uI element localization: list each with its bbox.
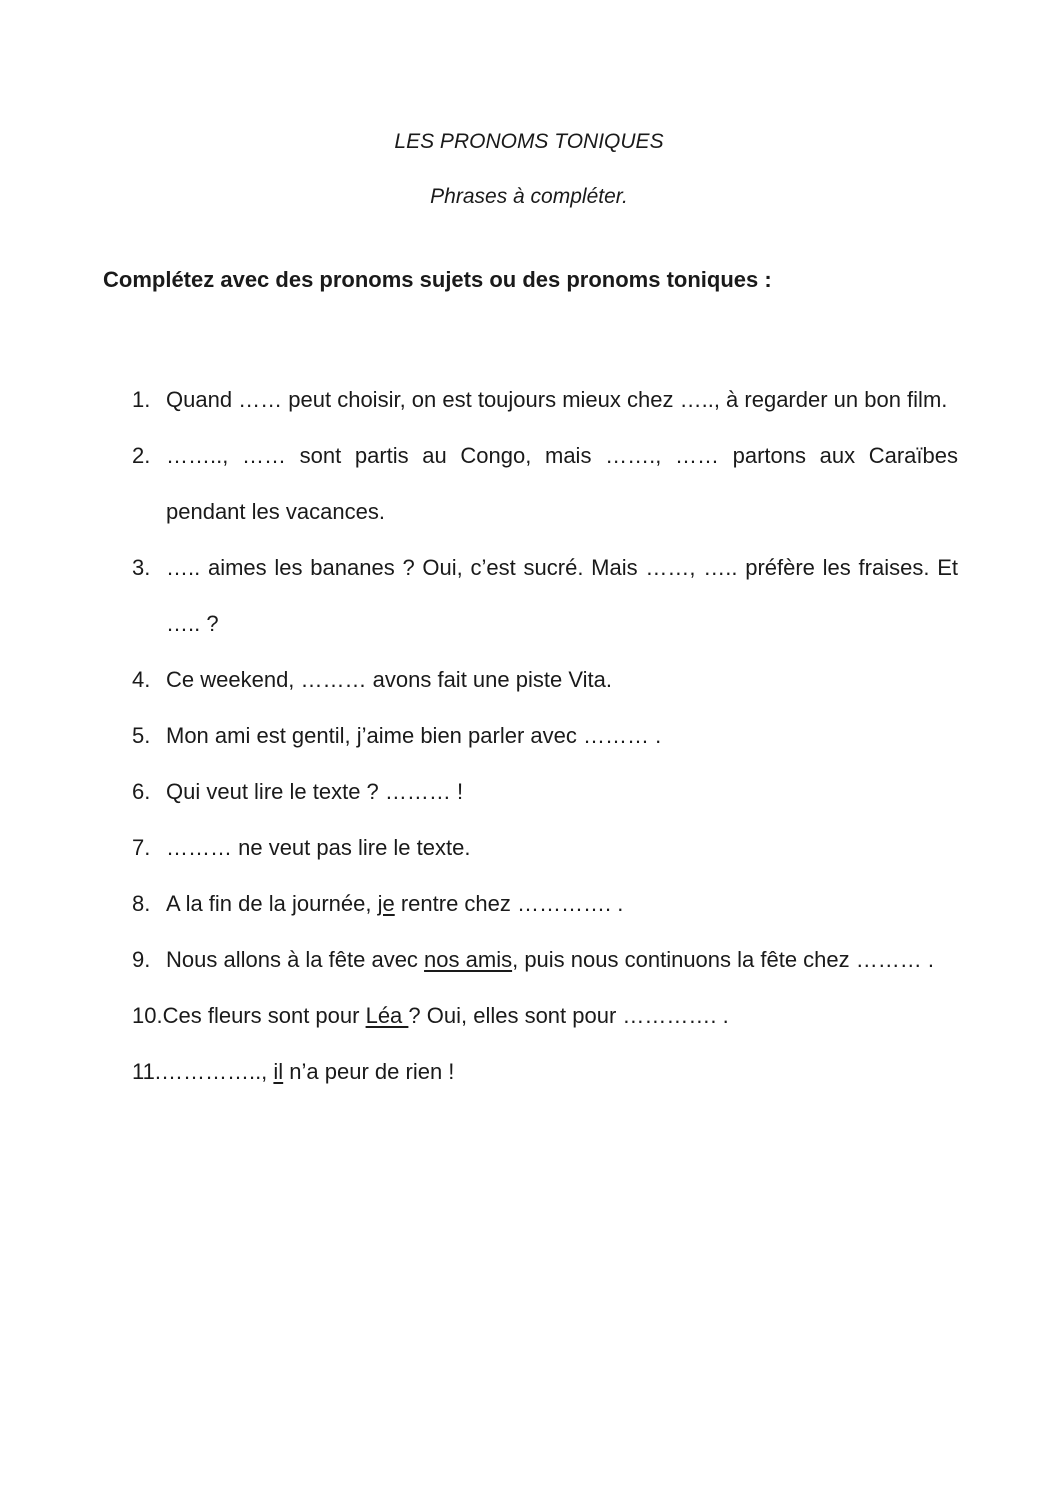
document-subtitle: Phrases à compléter. xyxy=(430,185,628,208)
underlined-word: je xyxy=(377,891,395,916)
exercise-instruction: Complétez avec des pronoms sujets ou des pronoms toniques : xyxy=(103,267,772,292)
underlined-word: nos amis xyxy=(424,947,513,972)
item-number: 5. xyxy=(132,723,151,748)
item-number: 11. xyxy=(132,1059,161,1084)
item-text-after: , puis nous continuons la fête chez ……… . xyxy=(512,947,934,972)
item-number: 9. xyxy=(132,947,151,972)
item-text: …….., …… sont partis au Congo, mais ……., …… partons aux Caraïbes pendant les vacances. xyxy=(166,443,958,524)
exercise-item-5 xyxy=(132,708,958,764)
item-number: 2. xyxy=(132,443,151,468)
item-number: 3. xyxy=(132,555,151,580)
item-text-before: A la fin de la journée, xyxy=(166,891,378,916)
exercise-item-8 xyxy=(132,876,958,932)
exercise-item-11 xyxy=(132,1044,958,1100)
item-text: ……… ne veut pas lire le texte. xyxy=(166,835,471,860)
item-text: Quand …… peut choisir, on est toujours mieux chez ….., à regarder un bon film. xyxy=(166,387,948,412)
exercise-item-3 xyxy=(132,540,958,652)
item-text-after: rentre chez …………. . xyxy=(394,891,624,916)
item-text-before: Ces fleurs sont pour xyxy=(162,1003,366,1028)
exercise-item-1 xyxy=(132,372,958,428)
item-text: Qui veut lire le texte ? ……… ! xyxy=(166,779,464,804)
item-number: 8. xyxy=(132,891,151,916)
item-number: 10. xyxy=(132,1003,163,1028)
item-text-after: ? Oui, elles sont pour …………. . xyxy=(408,1003,729,1028)
item-number: 7. xyxy=(132,835,151,860)
item-number: 4. xyxy=(132,667,151,692)
item-text: Mon ami est gentil, j’aime bien parler avec ……… . xyxy=(166,723,662,748)
exercise-item-10 xyxy=(132,988,958,1044)
exercise-item-6 xyxy=(132,764,958,820)
exercise-item-9 xyxy=(132,932,958,988)
exercise-item-4 xyxy=(132,652,958,708)
item-number: 1. xyxy=(132,387,151,412)
item-number: 6. xyxy=(132,779,151,804)
item-text-after: n’a peur de rien ! xyxy=(283,1059,455,1084)
exercise-item-7 xyxy=(132,820,958,876)
item-text: Ce weekend, ……… avons fait une piste Vita. xyxy=(166,667,612,692)
underlined-word: Léa xyxy=(365,1003,409,1028)
item-text-before: Nous allons à la fête avec xyxy=(166,947,425,972)
underlined-word: il xyxy=(273,1059,284,1084)
exercise-item-2 xyxy=(132,428,958,540)
item-text-before: ………….., xyxy=(160,1059,274,1084)
document-title: LES PRONOMS TONIQUES xyxy=(394,130,664,153)
exercise-list xyxy=(132,372,958,1100)
item-text: ….. aimes les bananes ? Oui, c’est sucré. Mais ……, ….. préfère les fraises. Et ….. ? xyxy=(166,555,958,636)
